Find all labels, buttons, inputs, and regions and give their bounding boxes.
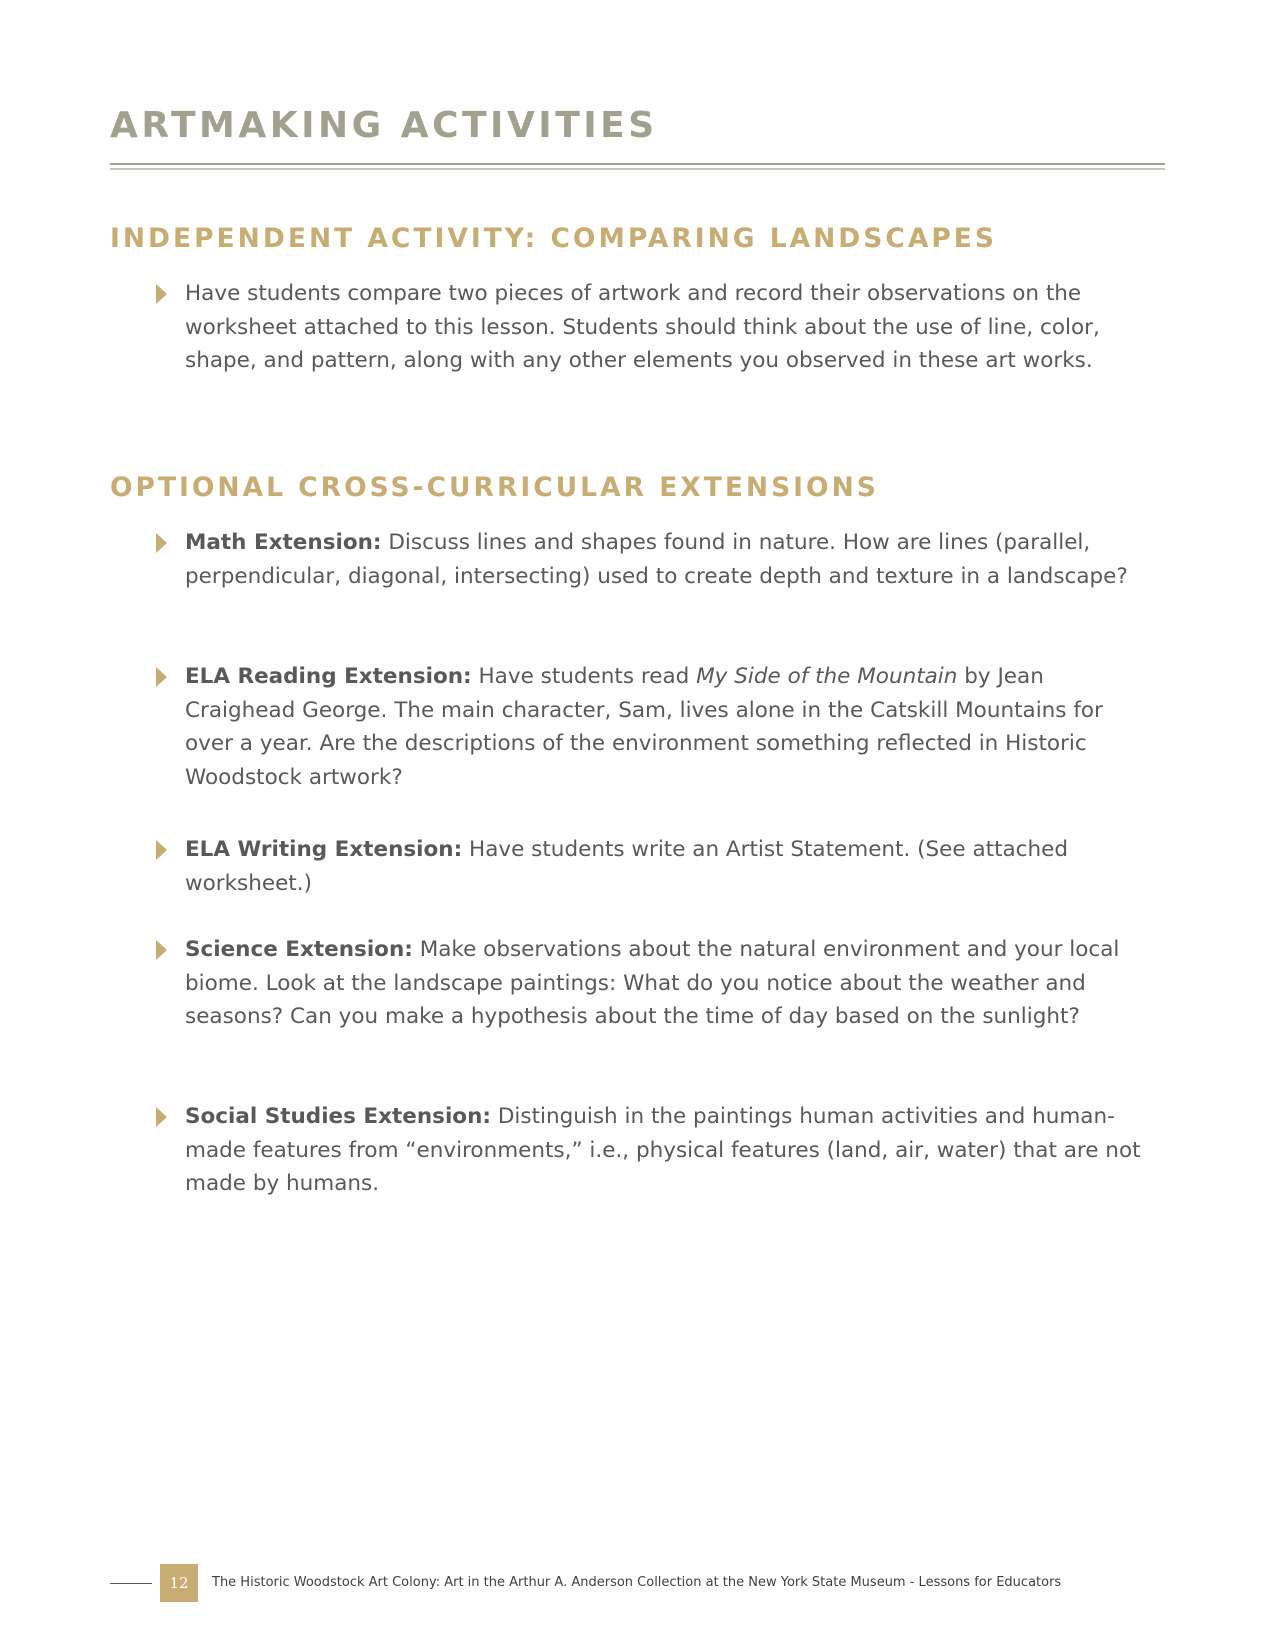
science-extension-item [185,933,1145,1034]
social-studies-extension-text: Distinguish in the paintings human activities and human-made features from “environments,” i.e., physical features (land, air, water) that are not made by humans. [185,1104,1141,1196]
ela-reading-extension-text-after: by Jean Craighead George. The main character, Sam, lives alone in the Catskill Mountains for over a year. Are the descriptions of the environment something reflected in Historic Woodstock artwork? [185,664,1103,790]
triangle-bullet-icon [156,533,167,553]
title-divider-secondary [110,168,1165,170]
ela-reading-extension-item [185,660,1145,794]
ela-reading-extension-label: ELA Reading Extension: [185,664,472,689]
triangle-bullet-icon [156,1107,167,1127]
footer-rule [110,1583,152,1584]
footer-title: The Historic Woodstock Art Colony: Art in the Arthur A. Anderson Collection at the New York State Museum - Lessons for Educators [212,1575,1062,1590]
title-divider [110,163,1165,165]
ela-writing-extension-item [185,833,1145,900]
page-number: 12 [160,1564,198,1602]
ela-reading-extension-text-before: Have students read [471,664,697,689]
page-title: ARTMAKING ACTIVITIES [110,105,658,146]
science-extension-text: Make observations about the natural environment and your local biome. Look at the landscape paintings: What do you notice about the weather and seasons? Can you make a hypothesis about the time of day based on the sunlight? [185,937,1120,1029]
social-studies-extension-item [185,1100,1145,1201]
independent-activity-text: Have students compare two pieces of artwork and record their observations on the worksheet attached to this lesson. Students should think about the use of line, color, shape, and pattern, along with any other elements you observed in these art works. [185,281,1100,373]
section-heading-extensions: OPTIONAL CROSS-CURRICULAR EXTENSIONS [110,472,879,503]
triangle-bullet-icon [156,284,167,304]
book-title: My Side of the Mountain [696,664,958,689]
math-extension-item [185,526,1145,593]
triangle-bullet-icon [156,840,167,860]
ela-writing-extension-label: ELA Writing Extension: [185,837,463,862]
ela-writing-extension-text: Have students write an Artist Statement. (See attached worksheet.) [185,837,1069,896]
section-heading-independent-activity: INDEPENDENT ACTIVITY: COMPARING LANDSCAPES [110,223,997,254]
math-extension-text: Discuss lines and shapes found in nature. How are lines (parallel, perpendicular, diagonal, intersecting) used to create depth and texture in a landscape? [185,530,1128,589]
triangle-bullet-icon [156,940,167,960]
science-extension-label: Science Extension: [185,937,413,962]
social-studies-extension-label: Social Studies Extension: [185,1104,491,1129]
math-extension-label: Math Extension: [185,530,382,555]
triangle-bullet-icon [156,667,167,687]
